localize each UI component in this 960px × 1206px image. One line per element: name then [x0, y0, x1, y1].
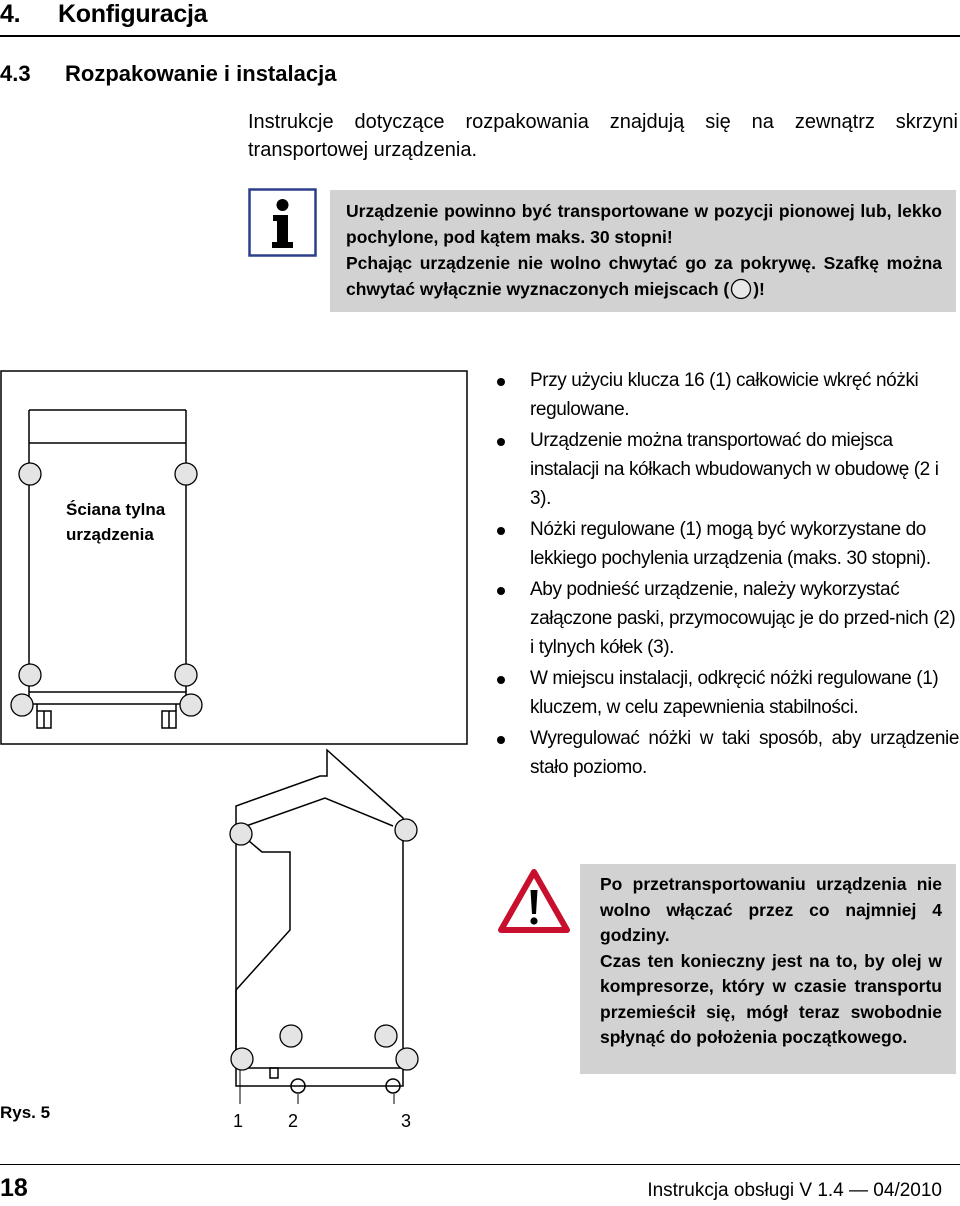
- grip-circle: [180, 694, 202, 716]
- warning-note-text-2: Czas ten konieczny jest na to, by olej w kompresorze, który w czasie transportu przemieścił się, mógł teraz swobodnie spłynąć do położenia początkowego.: [600, 950, 942, 1047]
- section-heading: [0, 0, 207, 29]
- document-version: Instrukcja obsługi V 1.4 — 04/2010: [647, 1180, 942, 1201]
- info-icon: [248, 188, 317, 257]
- list-item: [497, 426, 959, 513]
- page-number: 18: [0, 1174, 28, 1202]
- grip-circle: [175, 463, 197, 485]
- subsection-number: 4.3: [0, 61, 31, 86]
- list-item: [497, 366, 959, 424]
- grip-circle: [375, 1025, 397, 1047]
- footer-rule: [0, 1164, 960, 1165]
- rear-wall-label: [66, 497, 165, 547]
- figure-caption: Rys. 5: [0, 1103, 51, 1122]
- list-item-text: Aby podnieść urządzenie, należy wykorzystać załączone paski, przymocowując je do przed-nich (2) i tylnych kółek (3).: [530, 579, 956, 658]
- grip-circle: [175, 664, 197, 686]
- bullet-icon: [497, 736, 505, 744]
- bullet-icon: [497, 378, 505, 386]
- list-item-text: Przy użyciu klucza 16 (1) całkowicie wkręć nóżki regulowane.: [530, 370, 919, 420]
- bullet-icon: [497, 438, 505, 446]
- instruction-list: [497, 366, 959, 784]
- part-label-3: 3: [401, 1111, 412, 1131]
- grip-circle: [395, 819, 417, 841]
- grip-circle: [19, 664, 41, 686]
- subsection-title: Rozpakowanie i instalacja: [65, 61, 337, 86]
- grip-circle: [19, 463, 41, 485]
- bullet-icon: [497, 676, 505, 684]
- info-note-line-2: [346, 250, 942, 302]
- list-item: [497, 515, 959, 573]
- section-number: 4.: [0, 0, 21, 28]
- list-item: [497, 724, 959, 782]
- rear-view-frame: [1, 371, 467, 744]
- list-item-text: W miejscu instalacji, odkręcić nóżki regulowane (1) kluczem, w celu zapewnienia stabilności.: [530, 668, 939, 718]
- header-rule: [0, 35, 960, 37]
- info-note-line-1: Urządzenie powinno być transportowane w pozycji pionowej lub, lekko pochylone, pod kątem maks. 30 stopni!: [346, 201, 942, 247]
- list-item-text: Wyregulować nóżki w taki sposób, aby urządzenie stało poziomo.: [530, 728, 959, 778]
- rear-wall-label-line-1: Ściana tylna: [66, 500, 166, 519]
- grip-circle: [230, 823, 252, 845]
- grip-circle: [280, 1025, 302, 1047]
- list-item: [497, 664, 959, 722]
- warning-note: [580, 864, 956, 1074]
- info-note: [330, 190, 956, 312]
- grip-point-icon: [730, 278, 752, 300]
- subsection-heading: [0, 61, 336, 87]
- info-note-text-end: )!: [753, 279, 765, 299]
- list-item-text: Urządzenie można transportować do miejsca instalacji na kółkach wbudowanych w obudowę (2 i 3).: [530, 430, 939, 509]
- part-label-2: 2: [288, 1111, 299, 1131]
- info-note-text: Pchając urządzenie nie wolno chwytać go za pokrywę. Szafkę można chwytać wyłącznie wyznaczonych miejscach (: [346, 253, 942, 299]
- grip-circle: [11, 694, 33, 716]
- rear-wall-label-line-2: urządzenia: [66, 525, 154, 544]
- list-item-text: Nóżki regulowane (1) mogą być wykorzystane do lekkiego pochylenia urządzenia (maks. 30 stopni).: [530, 519, 931, 569]
- grip-circle: [231, 1048, 253, 1070]
- bullet-icon: [497, 587, 505, 595]
- bullet-icon: [497, 527, 505, 535]
- figure-5: [0, 370, 470, 1110]
- grip-circle: [396, 1048, 418, 1070]
- intro-paragraph: Instrukcje dotyczące rozpakowania znajdują się na zewnątrz skrzyni transportowej urządzenia.: [248, 111, 958, 161]
- list-item: [497, 575, 959, 662]
- section-title: Konfiguracja: [58, 0, 208, 28]
- warning-note-text-1: Po przetransportowaniu urządzenia nie wolno włączać przez co najmniej 4 godziny.: [600, 874, 942, 945]
- warning-icon: [498, 868, 570, 934]
- part-label-1: 1: [233, 1111, 244, 1131]
